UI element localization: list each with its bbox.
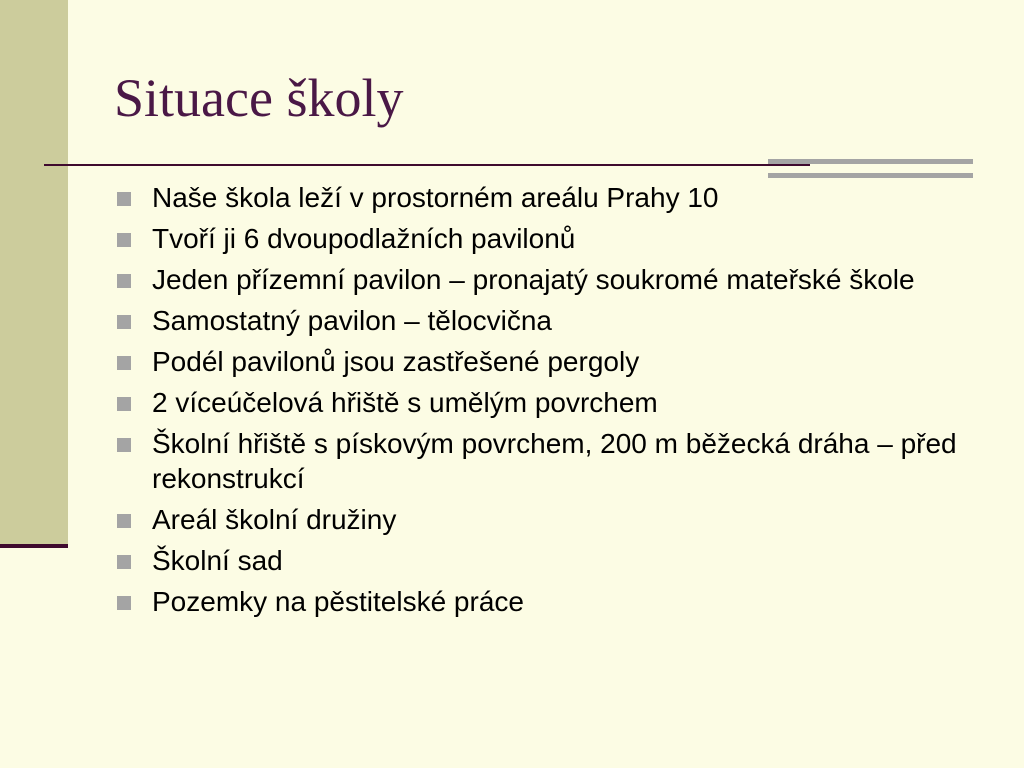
bullet-text: Samostatný pavilon – tělocvična: [152, 305, 552, 336]
bullet-text: Naše škola leží v prostorném areálu Prahy 10: [152, 182, 719, 213]
bullet-item: [114, 385, 974, 420]
bullet-item: [114, 180, 974, 215]
bullet-list: [114, 180, 974, 625]
bullet-item: [114, 303, 974, 338]
square-bullet-icon: [117, 315, 131, 329]
side-band: [0, 0, 68, 546]
bullet-text: 2 víceúčelová hřiště s umělým povrchem: [152, 387, 658, 418]
bullet-text: Školní sad: [152, 545, 283, 576]
bullet-text: Pozemky na pěstitelské práce: [152, 586, 524, 617]
bullet-item: [114, 344, 974, 379]
title-underline: [44, 164, 810, 166]
slide-title: Situace školy: [114, 68, 404, 128]
bullet-item: [114, 502, 974, 537]
square-bullet-icon: [117, 438, 131, 452]
square-bullet-icon: [117, 596, 131, 610]
bullet-item: [114, 543, 974, 578]
bullet-text: Jeden přízemní pavilon – pronajatý soukromé mateřské škole: [152, 264, 915, 295]
square-bullet-icon: [117, 555, 131, 569]
bullet-item: [114, 584, 974, 619]
bullet-text: Tvoří ji 6 dvoupodlažních pavilonů: [152, 223, 576, 254]
square-bullet-icon: [117, 274, 131, 288]
side-rule: [0, 544, 68, 548]
square-bullet-icon: [117, 233, 131, 247]
square-bullet-icon: [117, 514, 131, 528]
bullet-item: [114, 262, 974, 297]
bullet-item: [114, 221, 974, 256]
bullet-text: Areál školní družiny: [152, 504, 397, 535]
accent-bar-top: [768, 159, 973, 164]
square-bullet-icon: [117, 356, 131, 370]
bullet-item: [114, 426, 974, 496]
square-bullet-icon: [117, 192, 131, 206]
accent-bar-bottom: [768, 173, 973, 178]
bullet-text: Školní hřiště s pískovým povrchem, 200 m běžecká dráha – před rekonstrukcí: [152, 428, 957, 494]
square-bullet-icon: [117, 397, 131, 411]
bullet-text: Podél pavilonů jsou zastřešené pergoly: [152, 346, 640, 377]
